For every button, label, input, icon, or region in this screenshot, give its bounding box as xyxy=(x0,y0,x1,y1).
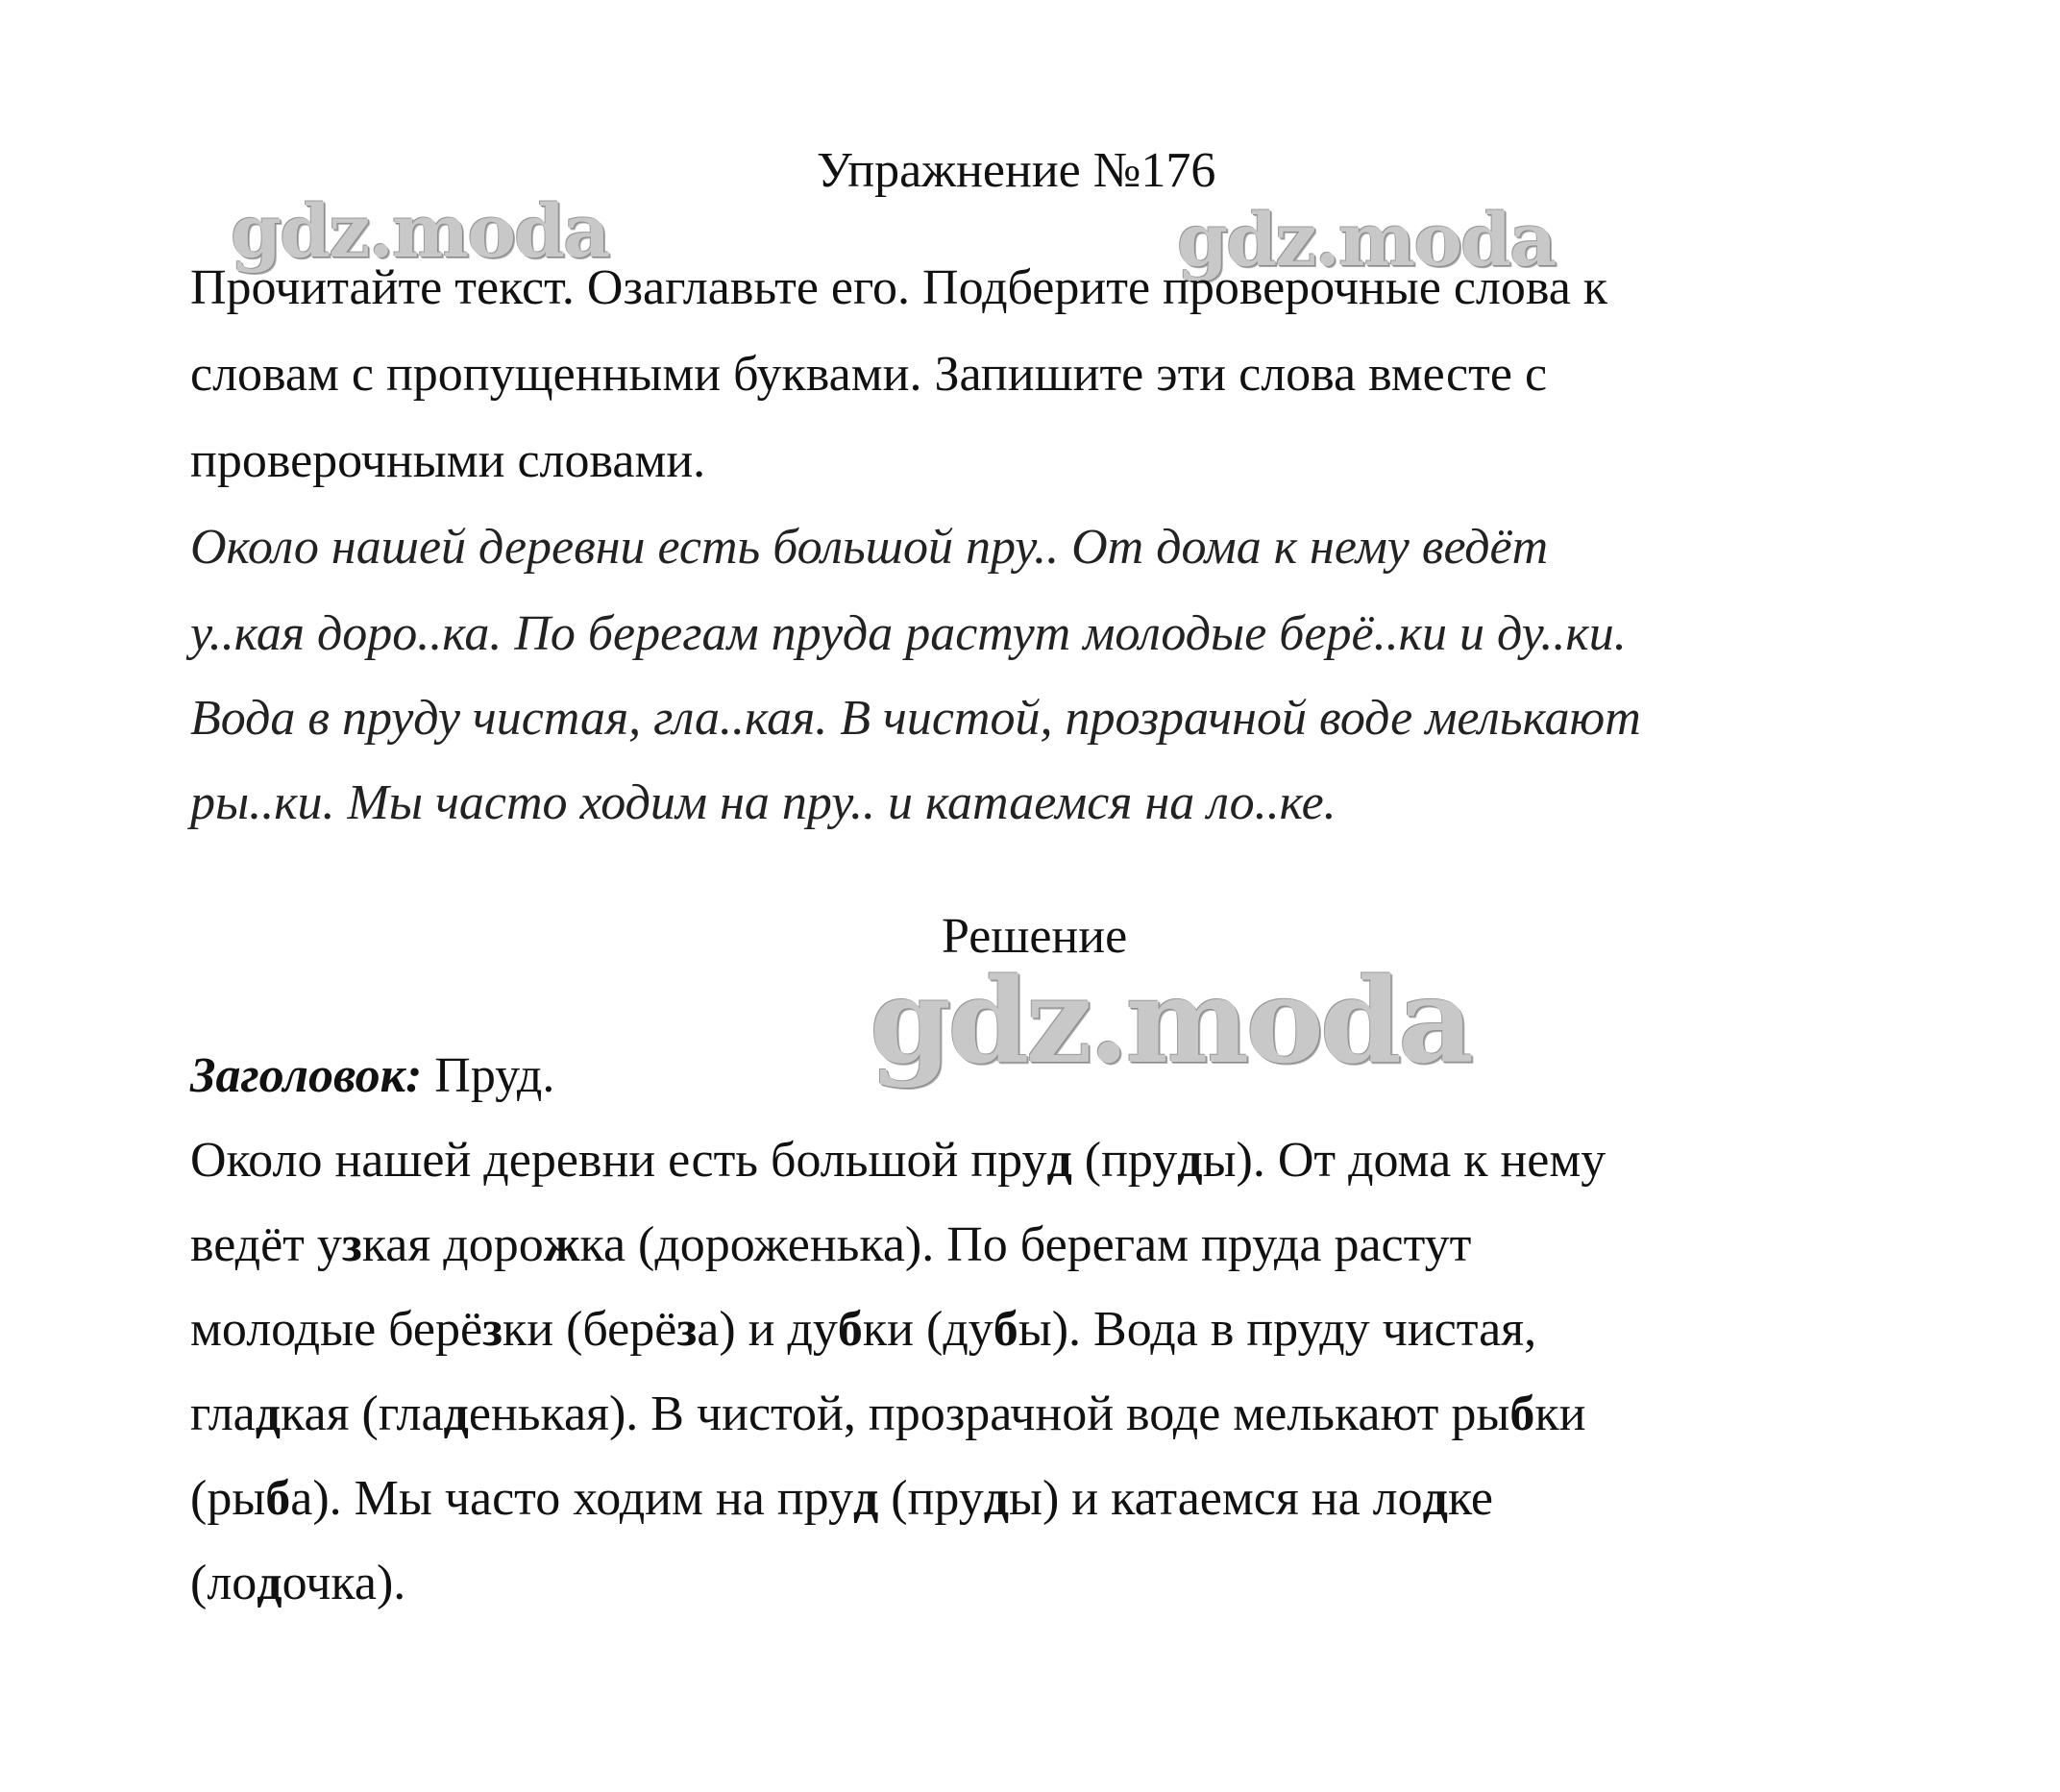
highlighted-letter: з xyxy=(676,1302,698,1357)
task-line: проверочными словами. xyxy=(190,433,706,488)
highlighted-letter: д xyxy=(257,1556,282,1610)
highlighted-letter: з xyxy=(482,1302,503,1357)
solution-line: гладкая (гладенькая). В чистой, прозрачной воде мелькают рыбки xyxy=(190,1387,1586,1441)
highlighted-letter: д xyxy=(1422,1471,1448,1526)
highlighted-letter: б xyxy=(265,1471,291,1526)
highlighted-letter: б xyxy=(1509,1387,1535,1441)
highlighted-letter: д xyxy=(255,1387,282,1441)
solution-line: (лодочка). xyxy=(190,1556,406,1610)
watermark: gdz.moda xyxy=(870,951,1471,1090)
solution-line: (рыба). Мы часто ходим на пруд (пруды) и катаемся на лодке xyxy=(190,1471,1493,1526)
heading-label: Заголовок: xyxy=(190,1048,423,1103)
highlighted-letter: д xyxy=(1046,1133,1072,1188)
highlighted-letter: д xyxy=(852,1471,879,1526)
watermark: gdz.moda xyxy=(1177,197,1556,282)
exercise-line: Около нашей деревни есть большой пру.. От дома к нему ведёт xyxy=(190,520,1549,575)
watermark: gdz.moda xyxy=(231,188,609,274)
task-line: Прочитайте текст. Озаглавьте его. Подберите проверочные слова к xyxy=(190,260,1608,315)
exercise-line: ры..ки. Мы часто ходим на пру.. и катаемся на ло..ке. xyxy=(190,775,1337,830)
solution-line: ведёт узкая дорожка (дороженька). По берегам пруда растут xyxy=(190,1217,1472,1272)
heading-value: Пруд. xyxy=(422,1048,555,1103)
highlighted-letter: д xyxy=(983,1471,1010,1526)
highlighted-letter: ж xyxy=(543,1217,580,1272)
exercise-line: у..кая доро..ка. По берегам пруда растут молодые берё..ки и ду..ки. xyxy=(190,606,1627,661)
solution-heading: Решение xyxy=(942,909,1128,964)
highlighted-letter: д xyxy=(1177,1133,1203,1188)
highlighted-letter: б xyxy=(993,1302,1018,1357)
highlighted-letter: б xyxy=(837,1302,863,1357)
page-title: Упражнение №176 xyxy=(817,143,1216,198)
exercise-line: Вода в пруду чистая, гла..кая. В чистой, прозрачной воде мелькают xyxy=(190,691,1641,746)
task-line: словам с пропущенными буквами. Запишите эти слова вместе с xyxy=(190,347,1548,402)
heading-line xyxy=(190,1047,554,1105)
highlighted-letter: з xyxy=(341,1217,362,1272)
solution-line: Около нашей деревни есть большой пруд (пруды). От дома к нему xyxy=(190,1133,1606,1188)
solution-line: молодые берёзки (берёза) и дубки (дубы). Вода в пруду чистая, xyxy=(190,1302,1537,1357)
highlighted-letter: д xyxy=(443,1387,469,1441)
